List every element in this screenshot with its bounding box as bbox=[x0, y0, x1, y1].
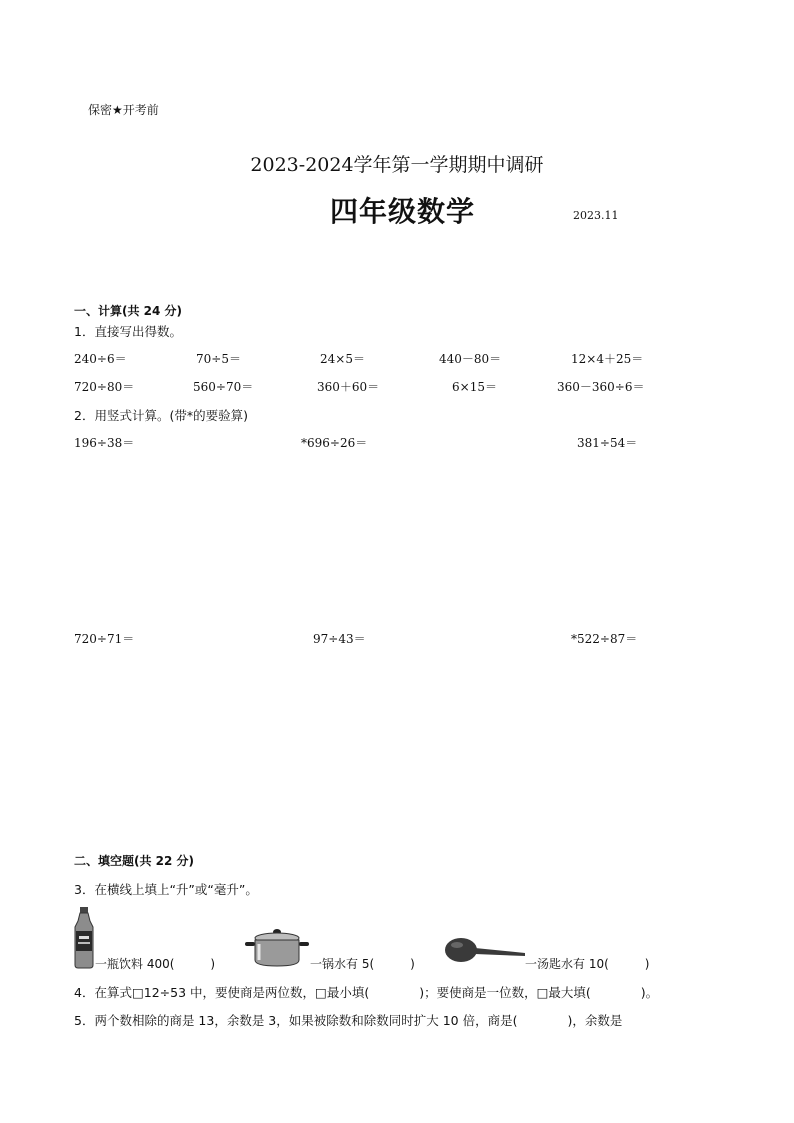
question-4: 4．在算式□12÷53 中，要使商是两位数，□最小填( )；要使商是一位数，□最大填( )。 bbox=[74, 985, 659, 1000]
pot-icon bbox=[245, 926, 309, 968]
exam-date: 2023.11 bbox=[573, 209, 619, 222]
section-1-heading: 一、计算(共 24 分) bbox=[74, 304, 183, 318]
section-2-heading: 二、填空题(共 22 分) bbox=[74, 854, 195, 868]
exam-title: 2023-2024学年第一学期期中调研 bbox=[250, 154, 544, 176]
vertical-calc-1: 196÷38＝ bbox=[74, 436, 135, 450]
fill-blank-spoon: 一汤匙水有 10( ) bbox=[525, 957, 650, 971]
mental-calc-2: 70÷5＝ bbox=[196, 352, 241, 366]
vertical-calc-2: *696÷26＝ bbox=[301, 436, 368, 450]
subject-title: 四年级数学 bbox=[330, 195, 476, 228]
bottle-icon bbox=[72, 907, 96, 969]
vertical-calc-4: 720÷71＝ bbox=[74, 632, 135, 646]
mental-calc-9: 6×15＝ bbox=[452, 380, 497, 394]
mental-calc-8: 360＋60＝ bbox=[317, 380, 380, 394]
vertical-calc-3: 381÷54＝ bbox=[577, 436, 638, 450]
vertical-calc-6: *522÷87＝ bbox=[571, 632, 638, 646]
confidential-mark: 保密★开考前 bbox=[88, 103, 159, 117]
question-5: 5．两个数相除的商是 13，余数是 3，如果被除数和除数同时扩大 10 倍，商是( )，余数是 bbox=[74, 1013, 623, 1028]
mental-calc-4: 440－80＝ bbox=[439, 352, 502, 366]
mental-calc-1: 240÷6＝ bbox=[74, 352, 127, 366]
mental-calc-7: 560÷70＝ bbox=[193, 380, 254, 394]
question-2-label: 2．用竖式计算。(带*的要验算) bbox=[74, 408, 248, 423]
mental-calc-10: 360－360÷6＝ bbox=[557, 380, 645, 394]
fill-blank-pot: 一锅水有 5( ) bbox=[310, 957, 415, 971]
vertical-calc-5: 97÷43＝ bbox=[313, 632, 366, 646]
question-1-label: 1．直接写出得数。 bbox=[74, 324, 182, 339]
mental-calc-3: 24×5＝ bbox=[320, 352, 365, 366]
spoon-icon bbox=[443, 936, 527, 966]
fill-blank-bottle: 一瓶饮料 400( ) bbox=[95, 957, 216, 971]
mental-calc-5: 12×4＋25＝ bbox=[571, 352, 644, 366]
mental-calc-6: 720÷80＝ bbox=[74, 380, 135, 394]
question-3-label: 3．在横线上填上“升”或“毫升”。 bbox=[74, 882, 258, 897]
